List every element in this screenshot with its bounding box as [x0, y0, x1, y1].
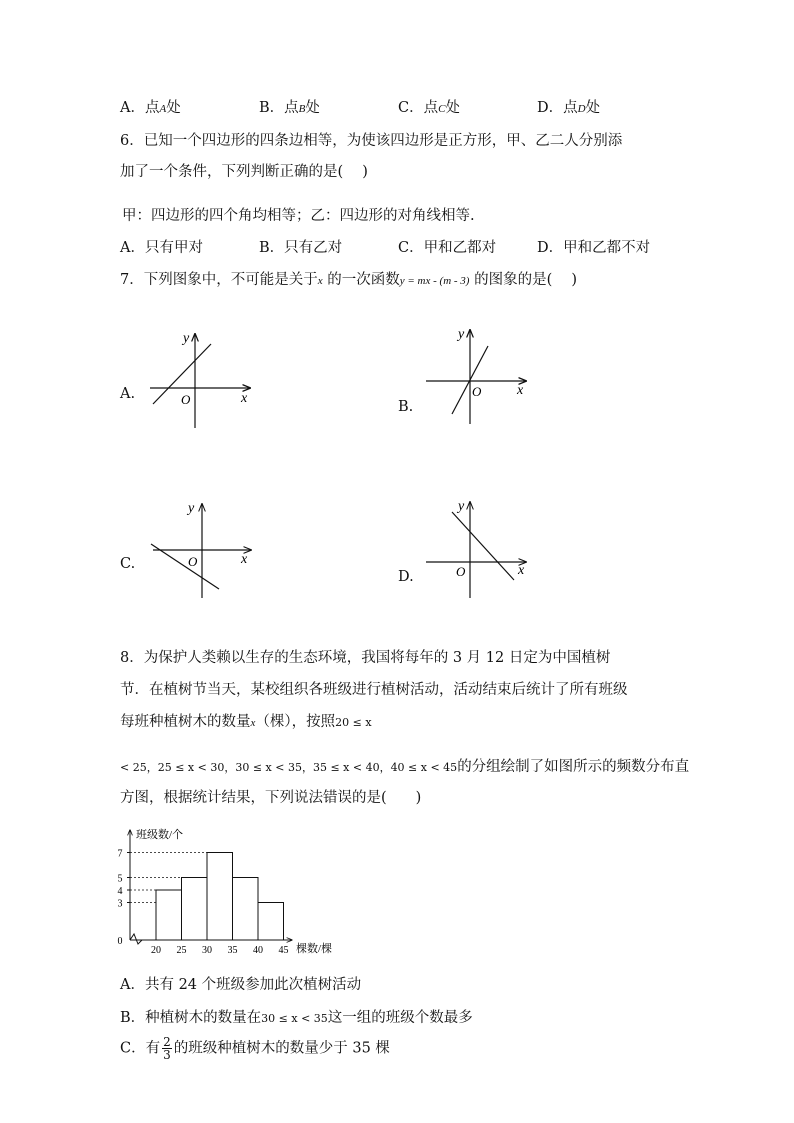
- option-text: 点: [563, 100, 578, 116]
- q6-option-d: D．甲和乙都不对: [537, 240, 651, 256]
- q8-var: x: [250, 717, 256, 729]
- option-text: 处: [445, 100, 460, 116]
- histogram-x-tick-label: 40: [253, 945, 263, 956]
- q7-stem: [120, 268, 577, 289]
- x-axis-label: x: [518, 563, 525, 578]
- histogram-y-tick-label: 4: [117, 886, 123, 897]
- q8-text: 这一组的班级个数最多: [327, 1010, 473, 1026]
- q8-stem-line5: 方图，根据统计结果，下列说法错误的是( ): [120, 790, 422, 806]
- histogram-y-tick-label: 7: [117, 848, 123, 860]
- graph-c: [145, 498, 265, 608]
- x-axis-label: x: [517, 383, 524, 398]
- y-axis-label: y: [183, 331, 190, 346]
- histogram-y-tick-label: 0: [117, 936, 123, 947]
- q8-option-b: [120, 1006, 473, 1027]
- histogram-bar: [182, 878, 208, 941]
- q5-option-c: [398, 96, 460, 117]
- y-axis-label: y: [458, 327, 465, 342]
- option-text: 点: [144, 100, 160, 116]
- q6-stem-line2: 加了一个条件，下列判断正确的是( ): [120, 164, 368, 180]
- origin-label: O: [456, 564, 466, 579]
- y-axis-label: y: [458, 499, 465, 514]
- histogram-bar: [258, 903, 284, 941]
- graph-d: [422, 496, 542, 606]
- q6-option-c: C．甲和乙都对: [398, 240, 497, 256]
- histogram-bar: [233, 878, 259, 941]
- option-letter: B．: [259, 100, 285, 116]
- q5-option-b: [259, 96, 320, 117]
- option-var: B: [298, 103, 306, 115]
- histogram-x-tick-label: 20: [151, 945, 161, 956]
- histogram-chart: [116, 826, 356, 956]
- option-text: 点: [284, 100, 299, 116]
- q7-text: 的一次函数: [322, 272, 400, 288]
- x-axis-label: x: [241, 552, 248, 567]
- q8-text: 的分组绘制了如图所示的频数分布直: [457, 759, 690, 775]
- histogram-x-tick-label: 45: [278, 945, 289, 956]
- q8-text: （棵），按照: [255, 714, 336, 730]
- q5-option-a: [120, 96, 181, 117]
- option-var: D: [577, 103, 586, 115]
- histogram-bar: [156, 890, 182, 940]
- histogram-bar: [207, 853, 233, 941]
- fraction-numerator: 2: [163, 1035, 171, 1049]
- option-var: A: [159, 103, 167, 115]
- origin-label: O: [472, 384, 482, 399]
- histogram-y-tick-label: 5: [117, 873, 123, 885]
- q8-option-c: [120, 1036, 390, 1061]
- q8-stem-line2: 节．在植树节当天，某校组织各班级进行植树活动，活动结束后统计了所有班级: [120, 682, 628, 698]
- origin-label: O: [181, 392, 191, 407]
- option-text: 处: [166, 100, 181, 116]
- q8-stem-line1: 8．为保护人类赖以生存的生态环境，我国将每年的 3 月 12 日定为中国植树: [120, 650, 611, 666]
- q6-option-b: B．只有乙对: [259, 240, 343, 256]
- histogram-y-tick-label: 3: [117, 898, 123, 910]
- graph-b-label: B.: [398, 399, 414, 415]
- function-line: [151, 544, 219, 589]
- option-letter: A．: [120, 100, 145, 116]
- option-var: C: [438, 103, 446, 115]
- histogram-x-tick-label: 35: [227, 945, 238, 956]
- fraction: [162, 1036, 172, 1061]
- x-axis-label: x: [241, 391, 248, 406]
- q8-option-a: A．共有 24 个班级参加此次植树活动: [120, 977, 362, 993]
- histogram-x-tick-label: 25: [176, 945, 187, 956]
- axis-break-mark: [130, 934, 156, 944]
- histogram-x-tick-label: 30: [202, 945, 212, 956]
- option-text: 处: [305, 100, 320, 116]
- q8-text: C．有: [120, 1040, 161, 1057]
- q8-condition: 20 ≤ x: [335, 716, 372, 729]
- graph-d-label: D.: [398, 569, 414, 585]
- q7-var: x: [317, 275, 323, 287]
- q7-text: 的图象的是( ): [469, 272, 578, 288]
- q8-grouping: < 25，25 ≤ x < 30，30 ≤ x < 35，35 ≤ x < 40，40 ≤ x < 45: [120, 761, 458, 774]
- option-letter: D．: [537, 100, 564, 116]
- q7-text: 7．下列图象中，不可能是关于: [120, 272, 318, 288]
- q6-option-a: A．只有甲对: [120, 240, 203, 256]
- y-axis-label: y: [188, 501, 195, 516]
- q8-text: 每班种植树木的数量: [120, 714, 251, 730]
- q7-formula: y = mx - (m - 3): [399, 275, 470, 287]
- option-text: 处: [585, 100, 601, 116]
- histogram-x-label: 棵数/棵: [296, 943, 333, 955]
- q8-text: B．种植树木的数量在: [120, 1010, 262, 1026]
- origin-label: O: [188, 554, 198, 569]
- q8-stem-line4: [120, 755, 689, 776]
- graph-c-label: C.: [120, 556, 136, 572]
- option-text: 点: [423, 100, 439, 116]
- histogram-y-label: 班级数/个: [136, 829, 184, 841]
- graph-a: [145, 328, 265, 438]
- q8-range: 30 ≤ x < 35: [261, 1012, 328, 1025]
- option-letter: C．: [398, 100, 424, 116]
- graph-b: [422, 326, 542, 436]
- q5-option-d: [537, 96, 600, 117]
- fraction-denominator: 3: [163, 1048, 171, 1062]
- q6-condition: 甲：四边形的四个角均相等；乙：四边形的对角线相等.: [122, 208, 475, 224]
- q8-text: 的班级种植树木的数量少于 35 棵: [173, 1040, 390, 1057]
- q6-stem-line1: 6．已知一个四边形的四条边相等，为使该四边形是正方形，甲、乙二人分别添: [120, 133, 623, 149]
- q8-stem-line3: [120, 710, 372, 731]
- graph-a-label: A.: [120, 386, 136, 402]
